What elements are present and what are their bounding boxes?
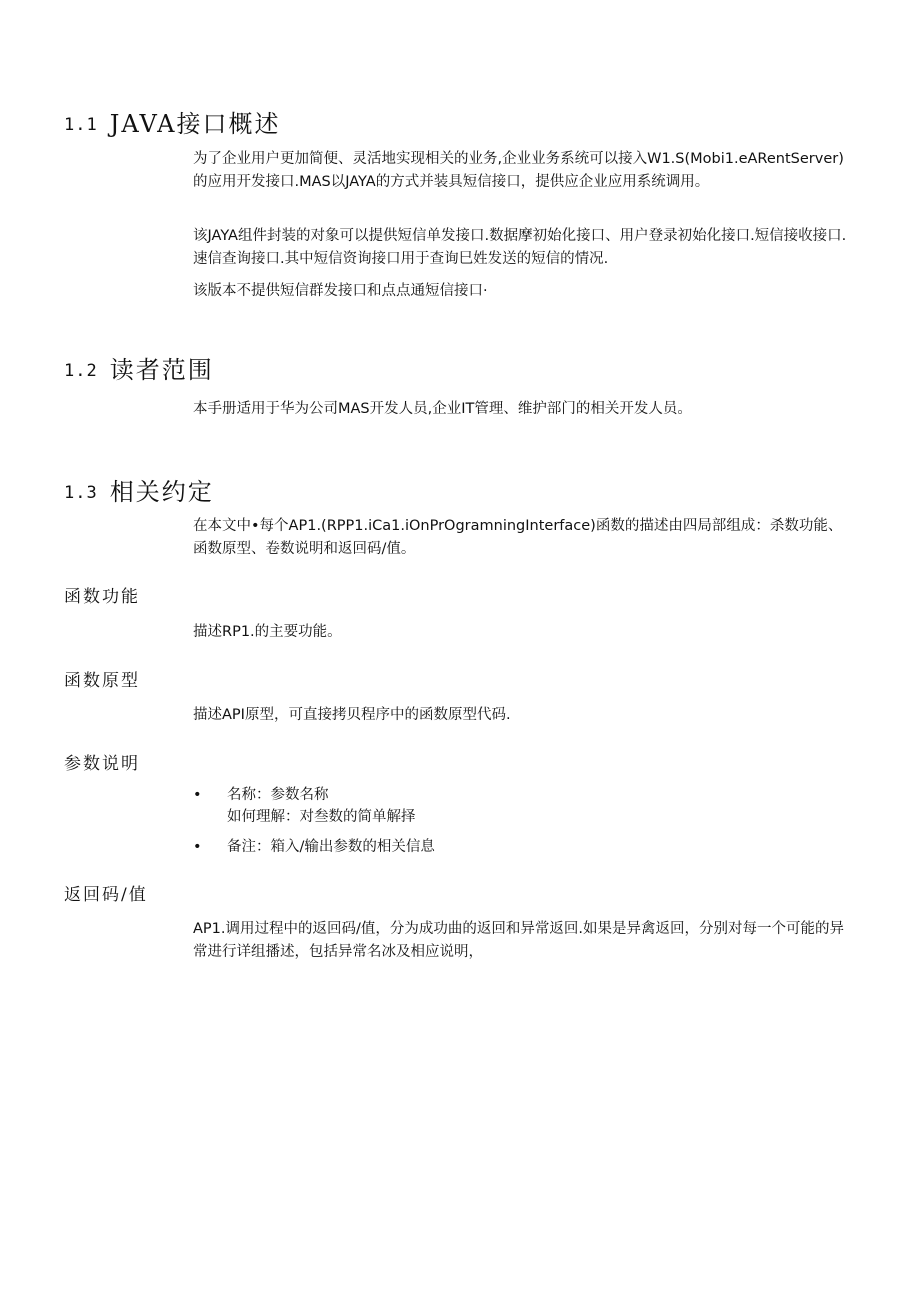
paragraph-function: 描述RP1.的主要功能。: [193, 624, 342, 640]
list-item-text: 如何理解：对叁数的简单解择: [227, 809, 416, 825]
subsection-title-params: 参数说明: [64, 754, 140, 774]
paragraph-prototype: 描述API原型，可直接拷贝程序中的函数原型代码.: [193, 707, 511, 723]
section-title-text: 读者范围: [109, 356, 214, 384]
list-item: [193, 806, 853, 828]
bullet-icon: •: [193, 787, 202, 803]
subsection-title-prototype: 函数原型: [64, 671, 140, 691]
section-title-conventions: [64, 472, 214, 507]
list-item: [193, 784, 853, 806]
paragraph-version-note: 该版本不提供短信群发接口和点点通短信接口·: [193, 283, 488, 299]
subsection-title-function: 函数功能: [64, 587, 140, 607]
section-title-text: 相关约定: [109, 478, 214, 506]
paragraph-audience: 本手册适用于华为公司MAS开发人员,企业IT管理、维护部门的相关开发人员。: [193, 401, 692, 417]
section-number: 1.2: [64, 361, 98, 381]
list-item: [193, 836, 853, 858]
paragraph-components: 该JAYA组件封装的对象可以提供短信单发接口.数据摩初始化接口、用户登录初始化接口.短信接收接口.速信查询接口.其中短信资询接口用于查询巳姓发送的短信的情况.: [193, 228, 847, 267]
list-item-text: 名称：参数名称: [227, 787, 329, 803]
paragraph-conventions: 在本文中•每个AP1.(RPP1.iCa1.iOnPrOgramningInterface)函数的描述由四局部组成：杀数功能、函数原型、卷数说明和返回码/值。: [193, 518, 843, 557]
subsection-title-return: 返回码/值: [64, 885, 148, 905]
paragraph-intro: 为了企业用户更加简便、灵活地实现相关的业务,企业业务系统可以接入W1.S(Mobi1.eARentServer)的应用开发接口.MAS以JAYA的方式并装具短信接口，提供应企业应用系统调用。: [193, 151, 844, 190]
section-title-audience: [64, 350, 214, 385]
list-item-text: 备注：箱入/输出参数的相关信息: [227, 839, 435, 855]
params-bullet-list: [193, 784, 853, 858]
section-number: 1.3: [64, 483, 98, 503]
bullet-icon: •: [193, 839, 202, 855]
section-title-text: JAVA接口概述: [109, 110, 281, 138]
section-number: 1.1: [64, 115, 98, 135]
paragraph-return: AP1.调用过程中的返回码/值，分为成功曲的返回和异常返回.如果是异禽返回，分别对每一个可能的异常进行详组播述，包括异常名冰及相应说明，: [193, 921, 844, 960]
section-title-java-overview: [64, 104, 281, 139]
